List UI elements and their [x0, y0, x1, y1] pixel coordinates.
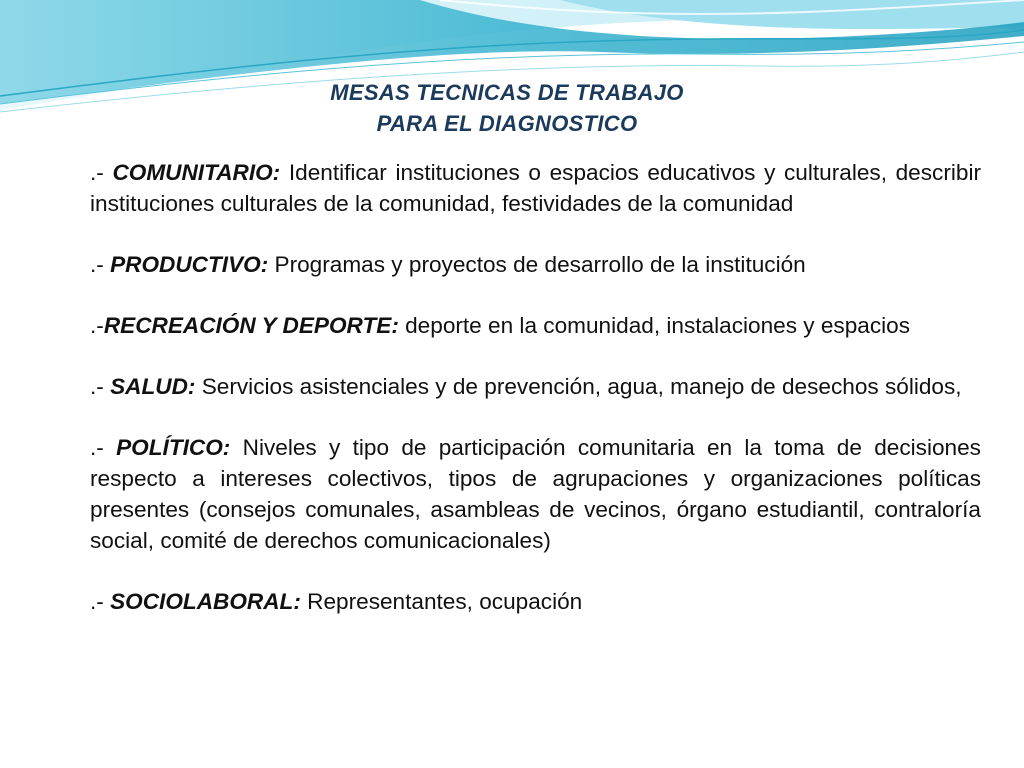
item-label: POLÍTICO:	[116, 435, 231, 460]
item-politico	[90, 432, 981, 556]
item-productivo	[90, 249, 981, 280]
item-label: COMUNITARIO:	[112, 160, 281, 185]
content-body	[90, 157, 981, 647]
item-text: Niveles y tipo de participación comunitaria en la toma de decisiones respecto a intereses colectivos, tipos de agrupaciones y organizaciones políticas presentes (consejos comunales, asambleas de vecinos, órgano estudiantil, contraloría social, comité de derechos comunicacionales)	[90, 435, 981, 553]
item-label: PRODUCTIVO:	[110, 252, 269, 277]
item-prefix: .-	[90, 160, 113, 185]
item-text: Programas y proyectos de desarrollo de la institución	[268, 252, 806, 277]
item-prefix: .-	[90, 589, 111, 614]
title-line-1: MESAS TECNICAS DE TRABAJO	[330, 80, 684, 105]
slide-title	[0, 77, 1024, 139]
item-prefix: .-	[90, 374, 111, 399]
item-salud	[90, 371, 981, 402]
item-sociolaboral	[90, 586, 981, 617]
item-prefix: .-	[90, 435, 117, 460]
item-prefix: .-	[90, 252, 111, 277]
item-text: Representantes, ocupación	[300, 589, 583, 614]
item-label: SOCIOLABORAL:	[110, 589, 301, 614]
title-line-2: PARA EL DIAGNOSTICO	[376, 111, 638, 136]
item-comunitario	[90, 157, 981, 219]
item-text: Identificar instituciones o espacios educativos y culturales, describir instituciones culturales de la comunidad, festividades de la comunidad	[90, 160, 981, 216]
item-text: Servicios asistenciales y de prevención, agua, manejo de desechos sólidos,	[195, 374, 962, 399]
item-prefix: .-	[90, 313, 104, 338]
item-label: RECREACIÓN Y DEPORTE:	[103, 313, 399, 338]
item-label: SALUD:	[110, 374, 196, 399]
item-recreacion-deporte	[90, 310, 981, 341]
item-text: deporte en la comunidad, instalaciones y espacios	[398, 313, 911, 338]
